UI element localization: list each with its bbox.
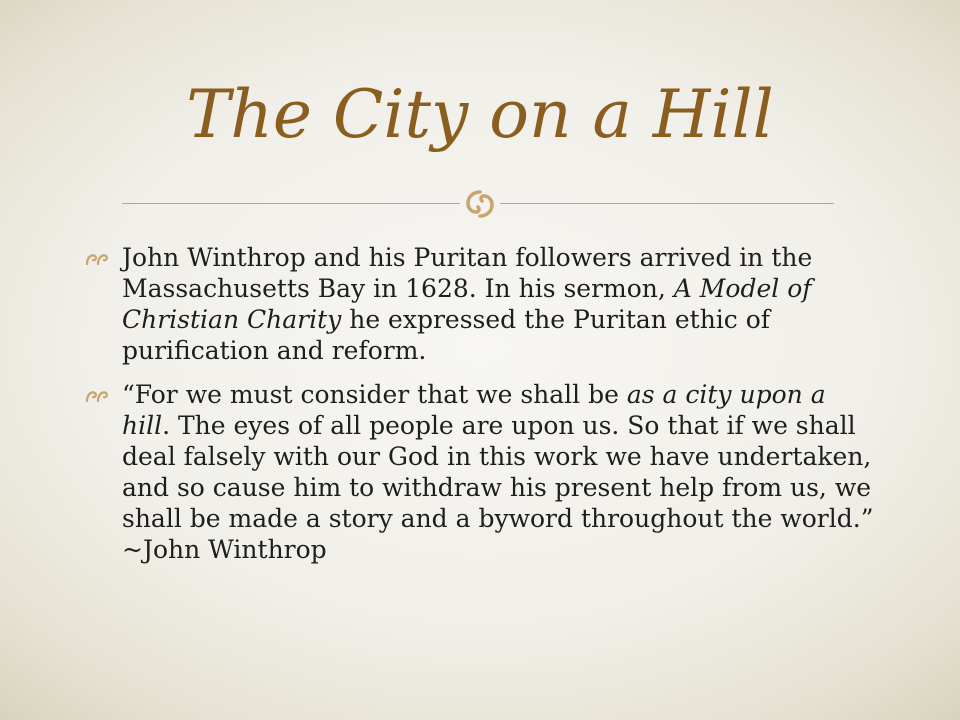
bullet-ornament-icon xyxy=(84,251,110,267)
bullet-list xyxy=(80,242,880,578)
bullet-ornament-icon xyxy=(84,388,110,404)
bullet-italic-title: A Model of Christian Charity xyxy=(122,274,812,334)
title-divider-right xyxy=(500,203,834,204)
bullet-text: John Winthrop and his Puritan followers arrived in the Massachusetts Bay in 1628. In his sermon, xyxy=(122,243,813,303)
bullet-text: he expressed the Puritan ethic of purification and reform. xyxy=(122,305,771,365)
slide-title: The City on a Hill xyxy=(186,76,774,153)
ornament-icon xyxy=(460,184,500,224)
title-divider-left xyxy=(122,203,460,204)
bullet-item xyxy=(80,379,880,565)
bullet-text: “For we must consider that we shall be xyxy=(122,380,627,409)
bullet-italic-quote: as a city upon a hill xyxy=(122,380,826,440)
bullet-text: . The eyes of all people are upon us. So that if we shall deal falsely with our God in this work we have undertaken, and so cause him to withdraw his present help from us, we shall be made a story and a byword throughout the world.” ~John Winthrop xyxy=(122,411,874,564)
bullet-item xyxy=(80,242,880,366)
